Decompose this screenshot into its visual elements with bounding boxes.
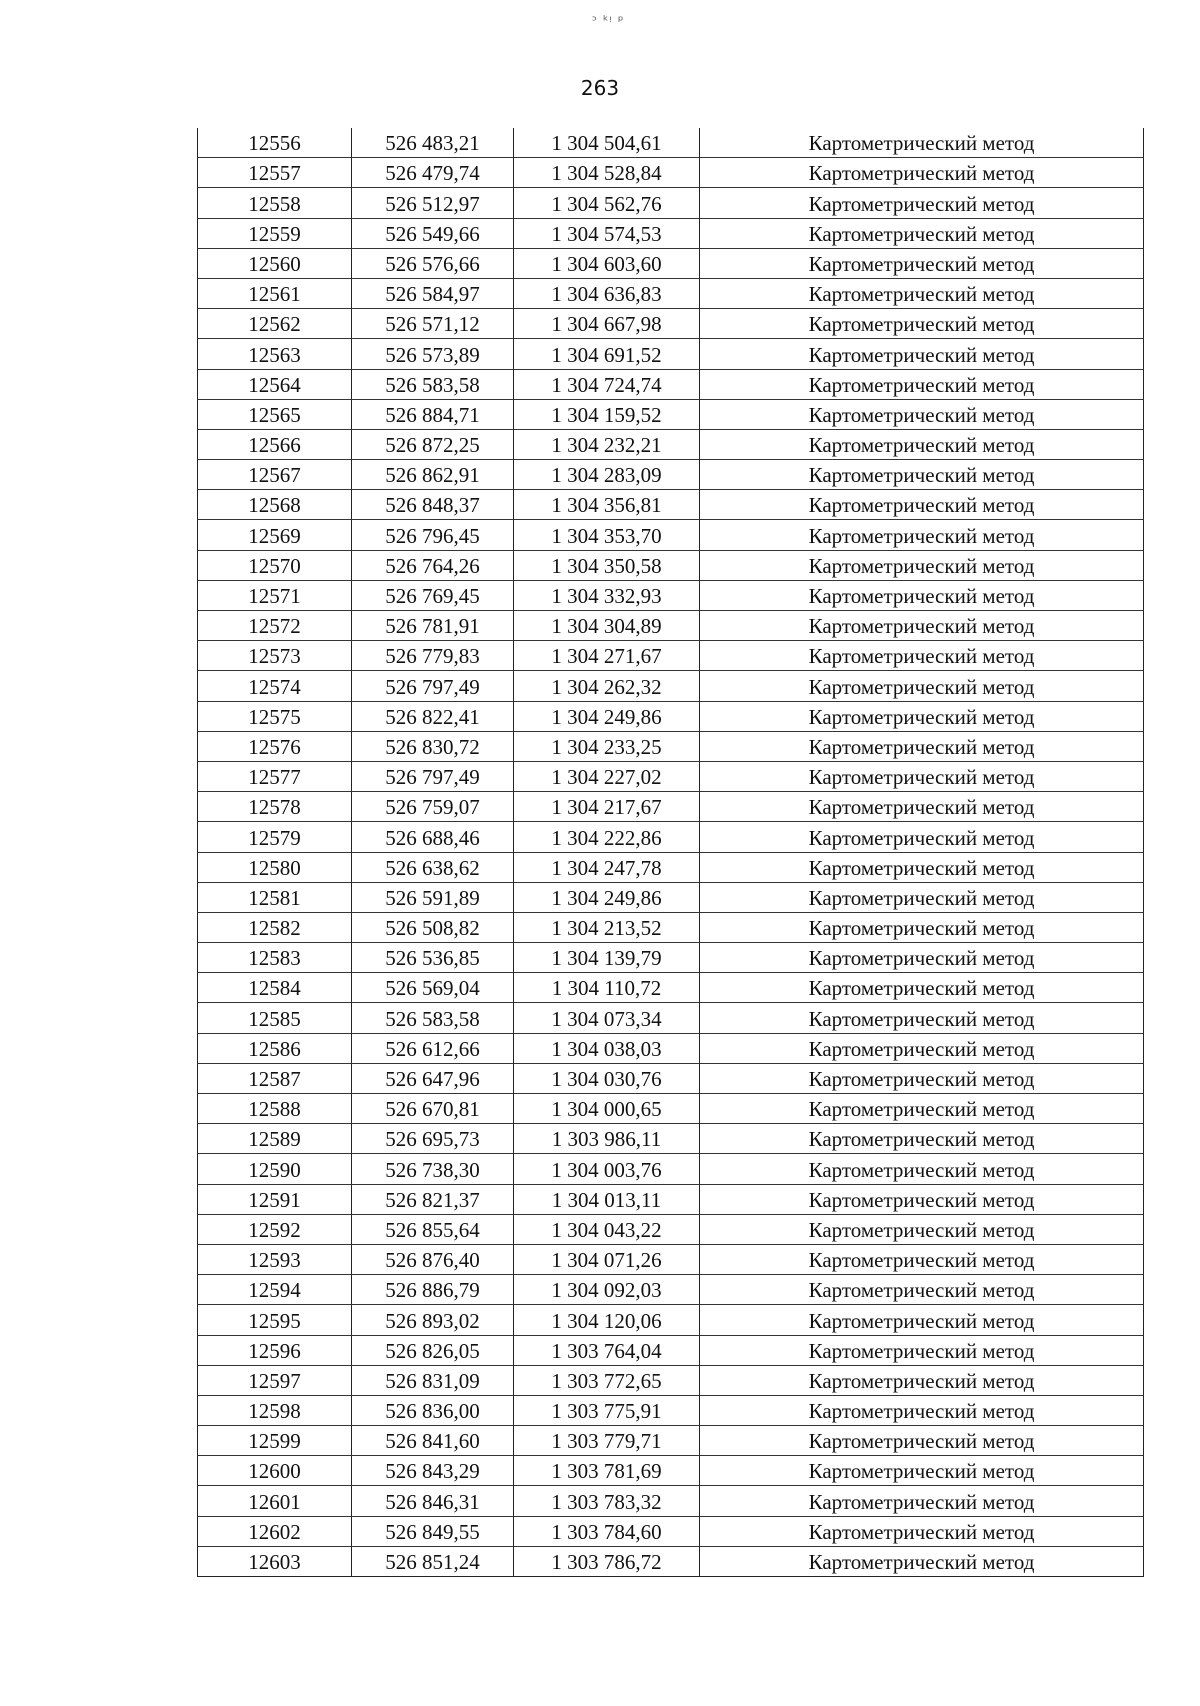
y-coordinate-cell: 1 304 356,81 xyxy=(514,490,700,520)
y-coordinate-cell: 1 303 779,71 xyxy=(514,1426,700,1456)
x-coordinate-cell: 526 583,58 xyxy=(352,1003,514,1033)
method-cell: Картометрический метод xyxy=(700,520,1144,550)
method-cell: Картометрический метод xyxy=(700,339,1144,369)
table-row xyxy=(198,158,1144,188)
y-coordinate-cell: 1 304 003,76 xyxy=(514,1154,700,1184)
x-coordinate-cell: 526 893,02 xyxy=(352,1305,514,1335)
method-cell: Картометрический метод xyxy=(700,792,1144,822)
x-coordinate-cell: 526 830,72 xyxy=(352,731,514,761)
point-number-cell: 12581 xyxy=(198,882,352,912)
y-coordinate-cell: 1 304 092,03 xyxy=(514,1275,700,1305)
x-coordinate-cell: 526 836,00 xyxy=(352,1395,514,1425)
method-cell: Картометрический метод xyxy=(700,128,1144,158)
method-cell: Картометрический метод xyxy=(700,1546,1144,1576)
x-coordinate-cell: 526 549,66 xyxy=(352,218,514,248)
point-number-cell: 12597 xyxy=(198,1365,352,1395)
y-coordinate-cell: 1 304 562,76 xyxy=(514,188,700,218)
method-cell: Картометрический метод xyxy=(700,188,1144,218)
method-cell: Картометрический метод xyxy=(700,1275,1144,1305)
table-row xyxy=(198,761,1144,791)
table-row xyxy=(198,218,1144,248)
x-coordinate-cell: 526 483,21 xyxy=(352,128,514,158)
y-coordinate-cell: 1 304 271,67 xyxy=(514,641,700,671)
y-coordinate-cell: 1 304 120,06 xyxy=(514,1305,700,1335)
method-cell: Картометрический метод xyxy=(700,309,1144,339)
page-number: 263 xyxy=(580,76,620,100)
point-number-cell: 12578 xyxy=(198,792,352,822)
y-coordinate-cell: 1 304 574,53 xyxy=(514,218,700,248)
x-coordinate-cell: 526 841,60 xyxy=(352,1426,514,1456)
x-coordinate-cell: 526 583,58 xyxy=(352,369,514,399)
method-cell: Картометрический метод xyxy=(700,1214,1144,1244)
method-cell: Картометрический метод xyxy=(700,278,1144,308)
x-coordinate-cell: 526 826,05 xyxy=(352,1335,514,1365)
y-coordinate-cell: 1 304 110,72 xyxy=(514,973,700,1003)
point-number-cell: 12573 xyxy=(198,641,352,671)
method-cell: Картометрический метод xyxy=(700,882,1144,912)
method-cell: Картометрический метод xyxy=(700,973,1144,1003)
table-row xyxy=(198,1154,1144,1184)
y-coordinate-cell: 1 304 232,21 xyxy=(514,429,700,459)
method-cell: Картометрический метод xyxy=(700,460,1144,490)
x-coordinate-cell: 526 512,97 xyxy=(352,188,514,218)
point-number-cell: 12580 xyxy=(198,852,352,882)
table-row xyxy=(198,339,1144,369)
method-cell: Картометрический метод xyxy=(700,1063,1144,1093)
x-coordinate-cell: 526 846,31 xyxy=(352,1486,514,1516)
y-coordinate-cell: 1 304 283,09 xyxy=(514,460,700,490)
table-row xyxy=(198,671,1144,701)
table-row xyxy=(198,1094,1144,1124)
x-coordinate-cell: 526 591,89 xyxy=(352,882,514,912)
method-cell: Картометрический метод xyxy=(700,943,1144,973)
y-coordinate-cell: 1 303 775,91 xyxy=(514,1395,700,1425)
x-coordinate-cell: 526 884,71 xyxy=(352,399,514,429)
y-coordinate-cell: 1 304 000,65 xyxy=(514,1094,700,1124)
point-number-cell: 12571 xyxy=(198,580,352,610)
table-row xyxy=(198,882,1144,912)
method-cell: Картометрический метод xyxy=(700,1395,1144,1425)
method-cell: Картометрический метод xyxy=(700,1305,1144,1335)
x-coordinate-cell: 526 851,24 xyxy=(352,1546,514,1576)
table-row xyxy=(198,369,1144,399)
table-row xyxy=(198,731,1144,761)
point-number-cell: 12564 xyxy=(198,369,352,399)
method-cell: Картометрический метод xyxy=(700,761,1144,791)
x-coordinate-cell: 526 831,09 xyxy=(352,1365,514,1395)
x-coordinate-cell: 526 573,89 xyxy=(352,339,514,369)
y-coordinate-cell: 1 304 667,98 xyxy=(514,309,700,339)
x-coordinate-cell: 526 571,12 xyxy=(352,309,514,339)
y-coordinate-cell: 1 304 691,52 xyxy=(514,339,700,369)
point-number-cell: 12601 xyxy=(198,1486,352,1516)
point-number-cell: 12566 xyxy=(198,429,352,459)
y-coordinate-cell: 1 303 783,32 xyxy=(514,1486,700,1516)
table-row xyxy=(198,1546,1144,1576)
table-row xyxy=(198,248,1144,278)
method-cell: Картометрический метод xyxy=(700,429,1144,459)
x-coordinate-cell: 526 848,37 xyxy=(352,490,514,520)
x-coordinate-cell: 526 781,91 xyxy=(352,611,514,641)
method-cell: Картометрический метод xyxy=(700,1094,1144,1124)
method-cell: Картометрический метод xyxy=(700,822,1144,852)
table-row xyxy=(198,1395,1144,1425)
y-coordinate-cell: 1 304 262,32 xyxy=(514,671,700,701)
point-number-cell: 12570 xyxy=(198,550,352,580)
point-number-cell: 12602 xyxy=(198,1516,352,1546)
x-coordinate-cell: 526 584,97 xyxy=(352,278,514,308)
point-number-cell: 12603 xyxy=(198,1546,352,1576)
y-coordinate-cell: 1 303 986,11 xyxy=(514,1124,700,1154)
y-coordinate-cell: 1 304 233,25 xyxy=(514,731,700,761)
table-row xyxy=(198,520,1144,550)
point-number-cell: 12593 xyxy=(198,1244,352,1274)
method-cell: Картометрический метод xyxy=(700,1486,1144,1516)
table-row xyxy=(198,128,1144,158)
method-cell: Картометрический метод xyxy=(700,1516,1144,1546)
table-row xyxy=(198,1456,1144,1486)
y-coordinate-cell: 1 304 217,67 xyxy=(514,792,700,822)
method-cell: Картометрический метод xyxy=(700,1033,1144,1063)
method-cell: Картометрический метод xyxy=(700,550,1144,580)
x-coordinate-cell: 526 872,25 xyxy=(352,429,514,459)
method-cell: Картометрический метод xyxy=(700,671,1144,701)
x-coordinate-cell: 526 759,07 xyxy=(352,792,514,822)
table-row xyxy=(198,1033,1144,1063)
y-coordinate-cell: 1 304 071,26 xyxy=(514,1244,700,1274)
table-row xyxy=(198,1003,1144,1033)
table-row xyxy=(198,1184,1144,1214)
y-coordinate-cell: 1 304 222,86 xyxy=(514,822,700,852)
method-cell: Картометрический метод xyxy=(700,1124,1144,1154)
y-coordinate-cell: 1 304 139,79 xyxy=(514,943,700,973)
y-coordinate-cell: 1 304 636,83 xyxy=(514,278,700,308)
point-number-cell: 12598 xyxy=(198,1395,352,1425)
point-number-cell: 12556 xyxy=(198,128,352,158)
y-coordinate-cell: 1 303 784,60 xyxy=(514,1516,700,1546)
method-cell: Картометрический метод xyxy=(700,731,1144,761)
table-row xyxy=(198,1124,1144,1154)
y-coordinate-cell: 1 304 353,70 xyxy=(514,520,700,550)
x-coordinate-cell: 526 855,64 xyxy=(352,1214,514,1244)
x-coordinate-cell: 526 876,40 xyxy=(352,1244,514,1274)
table-row xyxy=(198,852,1144,882)
method-cell: Картометрический метод xyxy=(700,158,1144,188)
x-coordinate-cell: 526 508,82 xyxy=(352,912,514,942)
table-row xyxy=(198,1365,1144,1395)
point-number-cell: 12574 xyxy=(198,671,352,701)
x-coordinate-cell: 526 797,49 xyxy=(352,671,514,701)
point-number-cell: 12576 xyxy=(198,731,352,761)
method-cell: Картометрический метод xyxy=(700,490,1144,520)
x-coordinate-cell: 526 536,85 xyxy=(352,943,514,973)
method-cell: Картометрический метод xyxy=(700,399,1144,429)
table-row xyxy=(198,429,1144,459)
method-cell: Картометрический метод xyxy=(700,1456,1144,1486)
table-row xyxy=(198,943,1144,973)
point-number-cell: 12590 xyxy=(198,1154,352,1184)
y-coordinate-cell: 1 304 043,22 xyxy=(514,1214,700,1244)
x-coordinate-cell: 526 738,30 xyxy=(352,1154,514,1184)
point-number-cell: 12559 xyxy=(198,218,352,248)
point-number-cell: 12594 xyxy=(198,1275,352,1305)
point-number-cell: 12565 xyxy=(198,399,352,429)
table-row xyxy=(198,1305,1144,1335)
y-coordinate-cell: 1 303 772,65 xyxy=(514,1365,700,1395)
x-coordinate-cell: 526 638,62 xyxy=(352,852,514,882)
point-number-cell: 12589 xyxy=(198,1124,352,1154)
y-coordinate-cell: 1 303 764,04 xyxy=(514,1335,700,1365)
y-coordinate-cell: 1 304 030,76 xyxy=(514,1063,700,1093)
point-number-cell: 12558 xyxy=(198,188,352,218)
y-coordinate-cell: 1 304 227,02 xyxy=(514,761,700,791)
x-coordinate-cell: 526 479,74 xyxy=(352,158,514,188)
x-coordinate-cell: 526 576,66 xyxy=(352,248,514,278)
table-row xyxy=(198,309,1144,339)
point-number-cell: 12557 xyxy=(198,158,352,188)
point-number-cell: 12579 xyxy=(198,822,352,852)
method-cell: Картометрический метод xyxy=(700,1003,1144,1033)
method-cell: Картометрический метод xyxy=(700,1154,1144,1184)
method-cell: Картометрический метод xyxy=(700,248,1144,278)
method-cell: Картометрический метод xyxy=(700,218,1144,248)
y-coordinate-cell: 1 304 213,52 xyxy=(514,912,700,942)
point-number-cell: 12562 xyxy=(198,309,352,339)
table-row xyxy=(198,792,1144,822)
y-coordinate-cell: 1 304 013,11 xyxy=(514,1184,700,1214)
method-cell: Картометрический метод xyxy=(700,641,1144,671)
point-number-cell: 12563 xyxy=(198,339,352,369)
table-row xyxy=(198,1063,1144,1093)
y-coordinate-cell: 1 303 781,69 xyxy=(514,1456,700,1486)
point-number-cell: 12583 xyxy=(198,943,352,973)
point-number-cell: 12560 xyxy=(198,248,352,278)
method-cell: Картометрический метод xyxy=(700,701,1144,731)
x-coordinate-cell: 526 769,45 xyxy=(352,580,514,610)
y-coordinate-cell: 1 304 247,78 xyxy=(514,852,700,882)
x-coordinate-cell: 526 849,55 xyxy=(352,1516,514,1546)
point-number-cell: 12577 xyxy=(198,761,352,791)
table-row xyxy=(198,1214,1144,1244)
y-coordinate-cell: 1 304 038,03 xyxy=(514,1033,700,1063)
table-row xyxy=(198,490,1144,520)
y-coordinate-cell: 1 303 786,72 xyxy=(514,1546,700,1576)
method-cell: Картометрический метод xyxy=(700,1365,1144,1395)
y-coordinate-cell: 1 304 724,74 xyxy=(514,369,700,399)
point-number-cell: 12600 xyxy=(198,1456,352,1486)
y-coordinate-cell: 1 304 159,52 xyxy=(514,399,700,429)
method-cell: Картометрический метод xyxy=(700,611,1144,641)
table-row xyxy=(198,1516,1144,1546)
table-row xyxy=(198,399,1144,429)
y-coordinate-cell: 1 304 332,93 xyxy=(514,580,700,610)
point-number-cell: 12569 xyxy=(198,520,352,550)
method-cell: Картометрический метод xyxy=(700,1184,1144,1214)
table-row xyxy=(198,1335,1144,1365)
table-row xyxy=(198,701,1144,731)
y-coordinate-cell: 1 304 073,34 xyxy=(514,1003,700,1033)
table-row xyxy=(198,1426,1144,1456)
x-coordinate-cell: 526 764,26 xyxy=(352,550,514,580)
table-row xyxy=(198,550,1144,580)
table-row xyxy=(198,278,1144,308)
point-number-cell: 12587 xyxy=(198,1063,352,1093)
coordinates-table xyxy=(197,128,1144,1577)
table-row xyxy=(198,912,1144,942)
point-number-cell: 12588 xyxy=(198,1094,352,1124)
point-number-cell: 12585 xyxy=(198,1003,352,1033)
x-coordinate-cell: 526 569,04 xyxy=(352,973,514,1003)
coordinates-table-body xyxy=(198,128,1144,1577)
y-coordinate-cell: 1 304 304,89 xyxy=(514,611,700,641)
x-coordinate-cell: 526 821,37 xyxy=(352,1184,514,1214)
point-number-cell: 12561 xyxy=(198,278,352,308)
x-coordinate-cell: 526 670,81 xyxy=(352,1094,514,1124)
x-coordinate-cell: 526 688,46 xyxy=(352,822,514,852)
table-row xyxy=(198,1486,1144,1516)
method-cell: Картометрический метод xyxy=(700,912,1144,942)
point-number-cell: 12568 xyxy=(198,490,352,520)
table-row xyxy=(198,1244,1144,1274)
point-number-cell: 12586 xyxy=(198,1033,352,1063)
y-coordinate-cell: 1 304 249,86 xyxy=(514,882,700,912)
x-coordinate-cell: 526 862,91 xyxy=(352,460,514,490)
point-number-cell: 12599 xyxy=(198,1426,352,1456)
table-row xyxy=(198,611,1144,641)
table-row xyxy=(198,460,1144,490)
method-cell: Картометрический метод xyxy=(700,1244,1144,1274)
point-number-cell: 12595 xyxy=(198,1305,352,1335)
x-coordinate-cell: 526 822,41 xyxy=(352,701,514,731)
table-row xyxy=(198,641,1144,671)
x-coordinate-cell: 526 647,96 xyxy=(352,1063,514,1093)
table-row xyxy=(198,973,1144,1003)
point-number-cell: 12584 xyxy=(198,973,352,1003)
x-coordinate-cell: 526 797,49 xyxy=(352,761,514,791)
y-coordinate-cell: 1 304 249,86 xyxy=(514,701,700,731)
x-coordinate-cell: 526 796,45 xyxy=(352,520,514,550)
y-coordinate-cell: 1 304 350,58 xyxy=(514,550,700,580)
table-row xyxy=(198,1275,1144,1305)
x-coordinate-cell: 526 612,66 xyxy=(352,1033,514,1063)
point-number-cell: 12596 xyxy=(198,1335,352,1365)
method-cell: Картометрический метод xyxy=(700,852,1144,882)
scan-mark: ᵓ ᵏᵎ ᵖ xyxy=(592,14,625,29)
x-coordinate-cell: 526 886,79 xyxy=(352,1275,514,1305)
point-number-cell: 12591 xyxy=(198,1184,352,1214)
point-number-cell: 12592 xyxy=(198,1214,352,1244)
y-coordinate-cell: 1 304 603,60 xyxy=(514,248,700,278)
method-cell: Картометрический метод xyxy=(700,580,1144,610)
x-coordinate-cell: 526 843,29 xyxy=(352,1456,514,1486)
x-coordinate-cell: 526 695,73 xyxy=(352,1124,514,1154)
method-cell: Картометрический метод xyxy=(700,1335,1144,1365)
x-coordinate-cell: 526 779,83 xyxy=(352,641,514,671)
method-cell: Картометрический метод xyxy=(700,369,1144,399)
y-coordinate-cell: 1 304 528,84 xyxy=(514,158,700,188)
y-coordinate-cell: 1 304 504,61 xyxy=(514,128,700,158)
table-row xyxy=(198,580,1144,610)
method-cell: Картометрический метод xyxy=(700,1426,1144,1456)
point-number-cell: 12572 xyxy=(198,611,352,641)
table-row xyxy=(198,822,1144,852)
point-number-cell: 12567 xyxy=(198,460,352,490)
point-number-cell: 12575 xyxy=(198,701,352,731)
point-number-cell: 12582 xyxy=(198,912,352,942)
table-row xyxy=(198,188,1144,218)
